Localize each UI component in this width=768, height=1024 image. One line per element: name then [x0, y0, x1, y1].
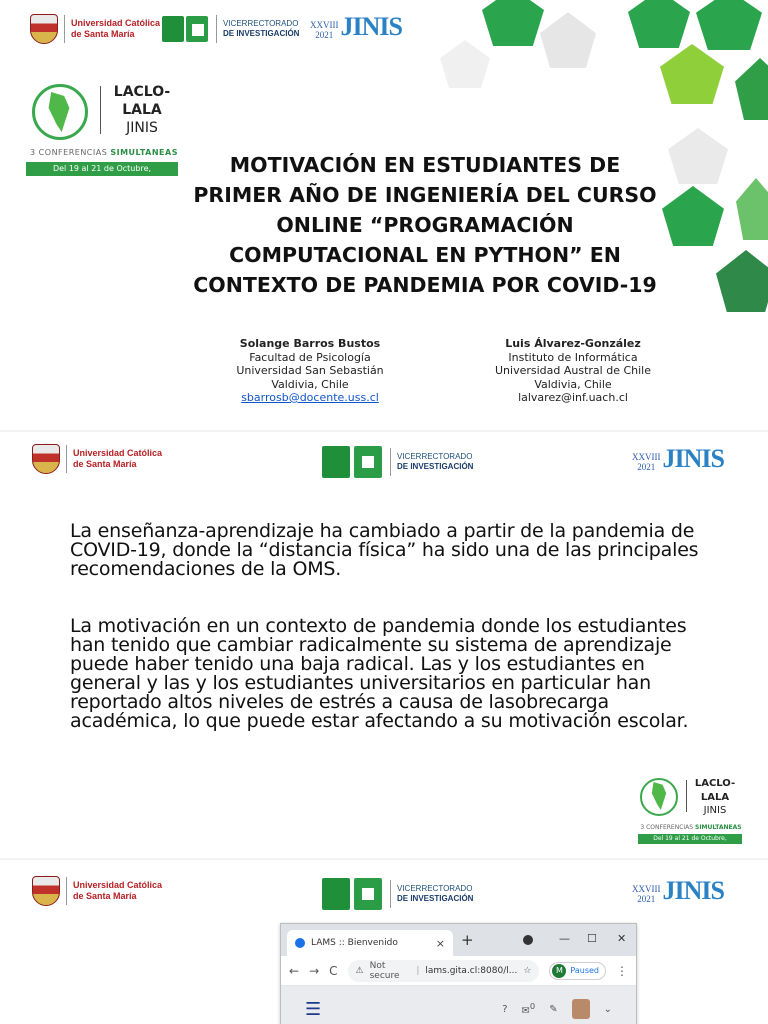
vri-book-icon	[322, 876, 384, 912]
paragraph-1: La enseñanza-aprendizaje ha cambiado a partir de la pandemia de COVID-19, donde la “distancia física” ha sido una de las principales recomendaciones de la OMS.	[70, 520, 699, 580]
laclo-logo: LACLO- LALA JINIS 3 CONFERENCIAS SIMULTANEAS Del 19 al 21 de Octubre,	[24, 78, 184, 178]
ucsm-logo: Universidad Católica de Santa María	[32, 444, 162, 474]
slide-intro	[0, 432, 768, 858]
pentagon-decoration	[696, 0, 762, 50]
browser-menu-icon[interactable]: ⋮	[616, 963, 628, 978]
hamburger-menu-icon[interactable]: ☰	[305, 998, 322, 1020]
logo-bar	[0, 860, 768, 916]
jinis-logo: XXVIII 2021 JINIS	[310, 12, 402, 41]
lams-app-bar	[281, 986, 636, 1024]
dates-banner: Del 19 al 21 de Octubre,	[638, 834, 742, 844]
vri-book-icon	[322, 444, 384, 480]
dates-banner: Del 19 al 21 de Octubre,	[26, 162, 178, 176]
paragraph-2: La motivación en un contexto de pandemia donde los estudiantes han tenido que cambiar radicalmente su sistema de aprendizaje puede haber tenido una baja radical. Las y los estudiantes en general y las y los estudiantes universitarios en particular han reportado altos niveles de estrés a causa de lasobrecarga académica, lo que puede estar afectando a su motivación escolar.	[70, 615, 689, 732]
pentagon-decoration	[735, 58, 768, 120]
help-icon[interactable]: ?	[502, 1003, 508, 1015]
pentagon-decoration	[668, 128, 728, 184]
close-tab-icon[interactable]: ×	[435, 936, 445, 950]
logo-bar	[0, 432, 768, 488]
mail-icon[interactable]: ✉$^0$	[521, 1001, 536, 1017]
minimize-button[interactable]: —	[559, 932, 570, 945]
ucsm-crest-icon	[32, 444, 60, 474]
downloads-icon[interactable]	[523, 935, 533, 945]
ucsm-logo: Universidad Católica de Santa María	[32, 876, 162, 906]
warning-icon: ⚠	[355, 965, 364, 976]
pentagon-decoration	[628, 0, 690, 48]
vri-logo: VICERRECTORADO DE INVESTIGACIÓN	[322, 444, 473, 480]
slide-title	[0, 0, 768, 430]
vri-logo: VICERRECTORADO DE INVESTIGACIÓN	[322, 876, 473, 912]
vri-logo: VICERRECTORADO DE INVESTIGACIÓN	[162, 14, 299, 44]
jinis-logo: XXVIII 2021 JINIS	[632, 876, 724, 905]
new-tab-button[interactable]: +	[461, 931, 474, 949]
pentagon-decoration	[736, 178, 768, 240]
ucsm-crest-icon	[30, 14, 58, 44]
bookmark-star-icon[interactable]: ☆	[523, 965, 532, 976]
slide-title-heading: MOTIVACIÓN EN ESTUDIANTES DE PRIMER AÑO DE INGENIERÍA DEL CURSO ONLINE “PROGRAMACIÓN COMPUTACIONAL EN PYTHON” EN CONTEXTO DE PANDEMIA POR COVID-19	[193, 153, 657, 297]
back-button[interactable]: ←	[289, 963, 300, 978]
pentagon-decoration	[662, 186, 724, 246]
author-1-email-link[interactable]: sbarrosb@docente.uss.cl	[241, 391, 379, 404]
pentagon-decoration	[482, 0, 544, 46]
pentagon-decoration	[716, 250, 768, 312]
author-2: Luis Álvarez-González Instituto de Informática Universidad Austral de Chile Valdivia, Chile lalvarez@inf.uach.cl	[494, 337, 651, 404]
ucsm-logo: Universidad Católica de Santa María	[30, 14, 160, 44]
jinis-logo: XXVIII 2021 JINIS	[632, 444, 724, 473]
slide-lams	[0, 860, 768, 1024]
close-window-button[interactable]: ✕	[617, 932, 627, 945]
forward-button[interactable]: →	[309, 963, 320, 978]
browser-tab-bar	[281, 924, 636, 956]
user-avatar[interactable]	[572, 999, 590, 1019]
edit-icon[interactable]: ✎	[549, 1003, 558, 1015]
ucsm-crest-icon	[32, 876, 60, 906]
browser-screenshot	[280, 923, 637, 1024]
lams-favicon-icon	[295, 938, 305, 948]
profile-button[interactable]: M Paused	[549, 962, 606, 980]
laclo-logo: LACLO- LALA JINIS 3 CONFERENCIAS SIMULTANEAS Del 19 al 21 de Octubre,	[636, 772, 746, 846]
chevron-down-icon[interactable]: ⌄	[603, 1003, 612, 1015]
browser-toolbar	[281, 956, 636, 986]
reload-button[interactable]: C	[329, 963, 338, 978]
vri-book-icon	[162, 14, 210, 44]
author-1: Solange Barros Bustos Facultad de Psicología Universidad San Sebastián Valdivia, Chile sbarrosb@docente.uss.cl	[236, 337, 384, 404]
maximize-button[interactable]: ☐	[587, 932, 597, 945]
browser-tab[interactable]: LAMS :: Bienvenido ×	[287, 930, 453, 956]
address-bar[interactable]: ⚠ Not secure | lams.gita.cl:8080/l... ☆	[348, 960, 540, 982]
